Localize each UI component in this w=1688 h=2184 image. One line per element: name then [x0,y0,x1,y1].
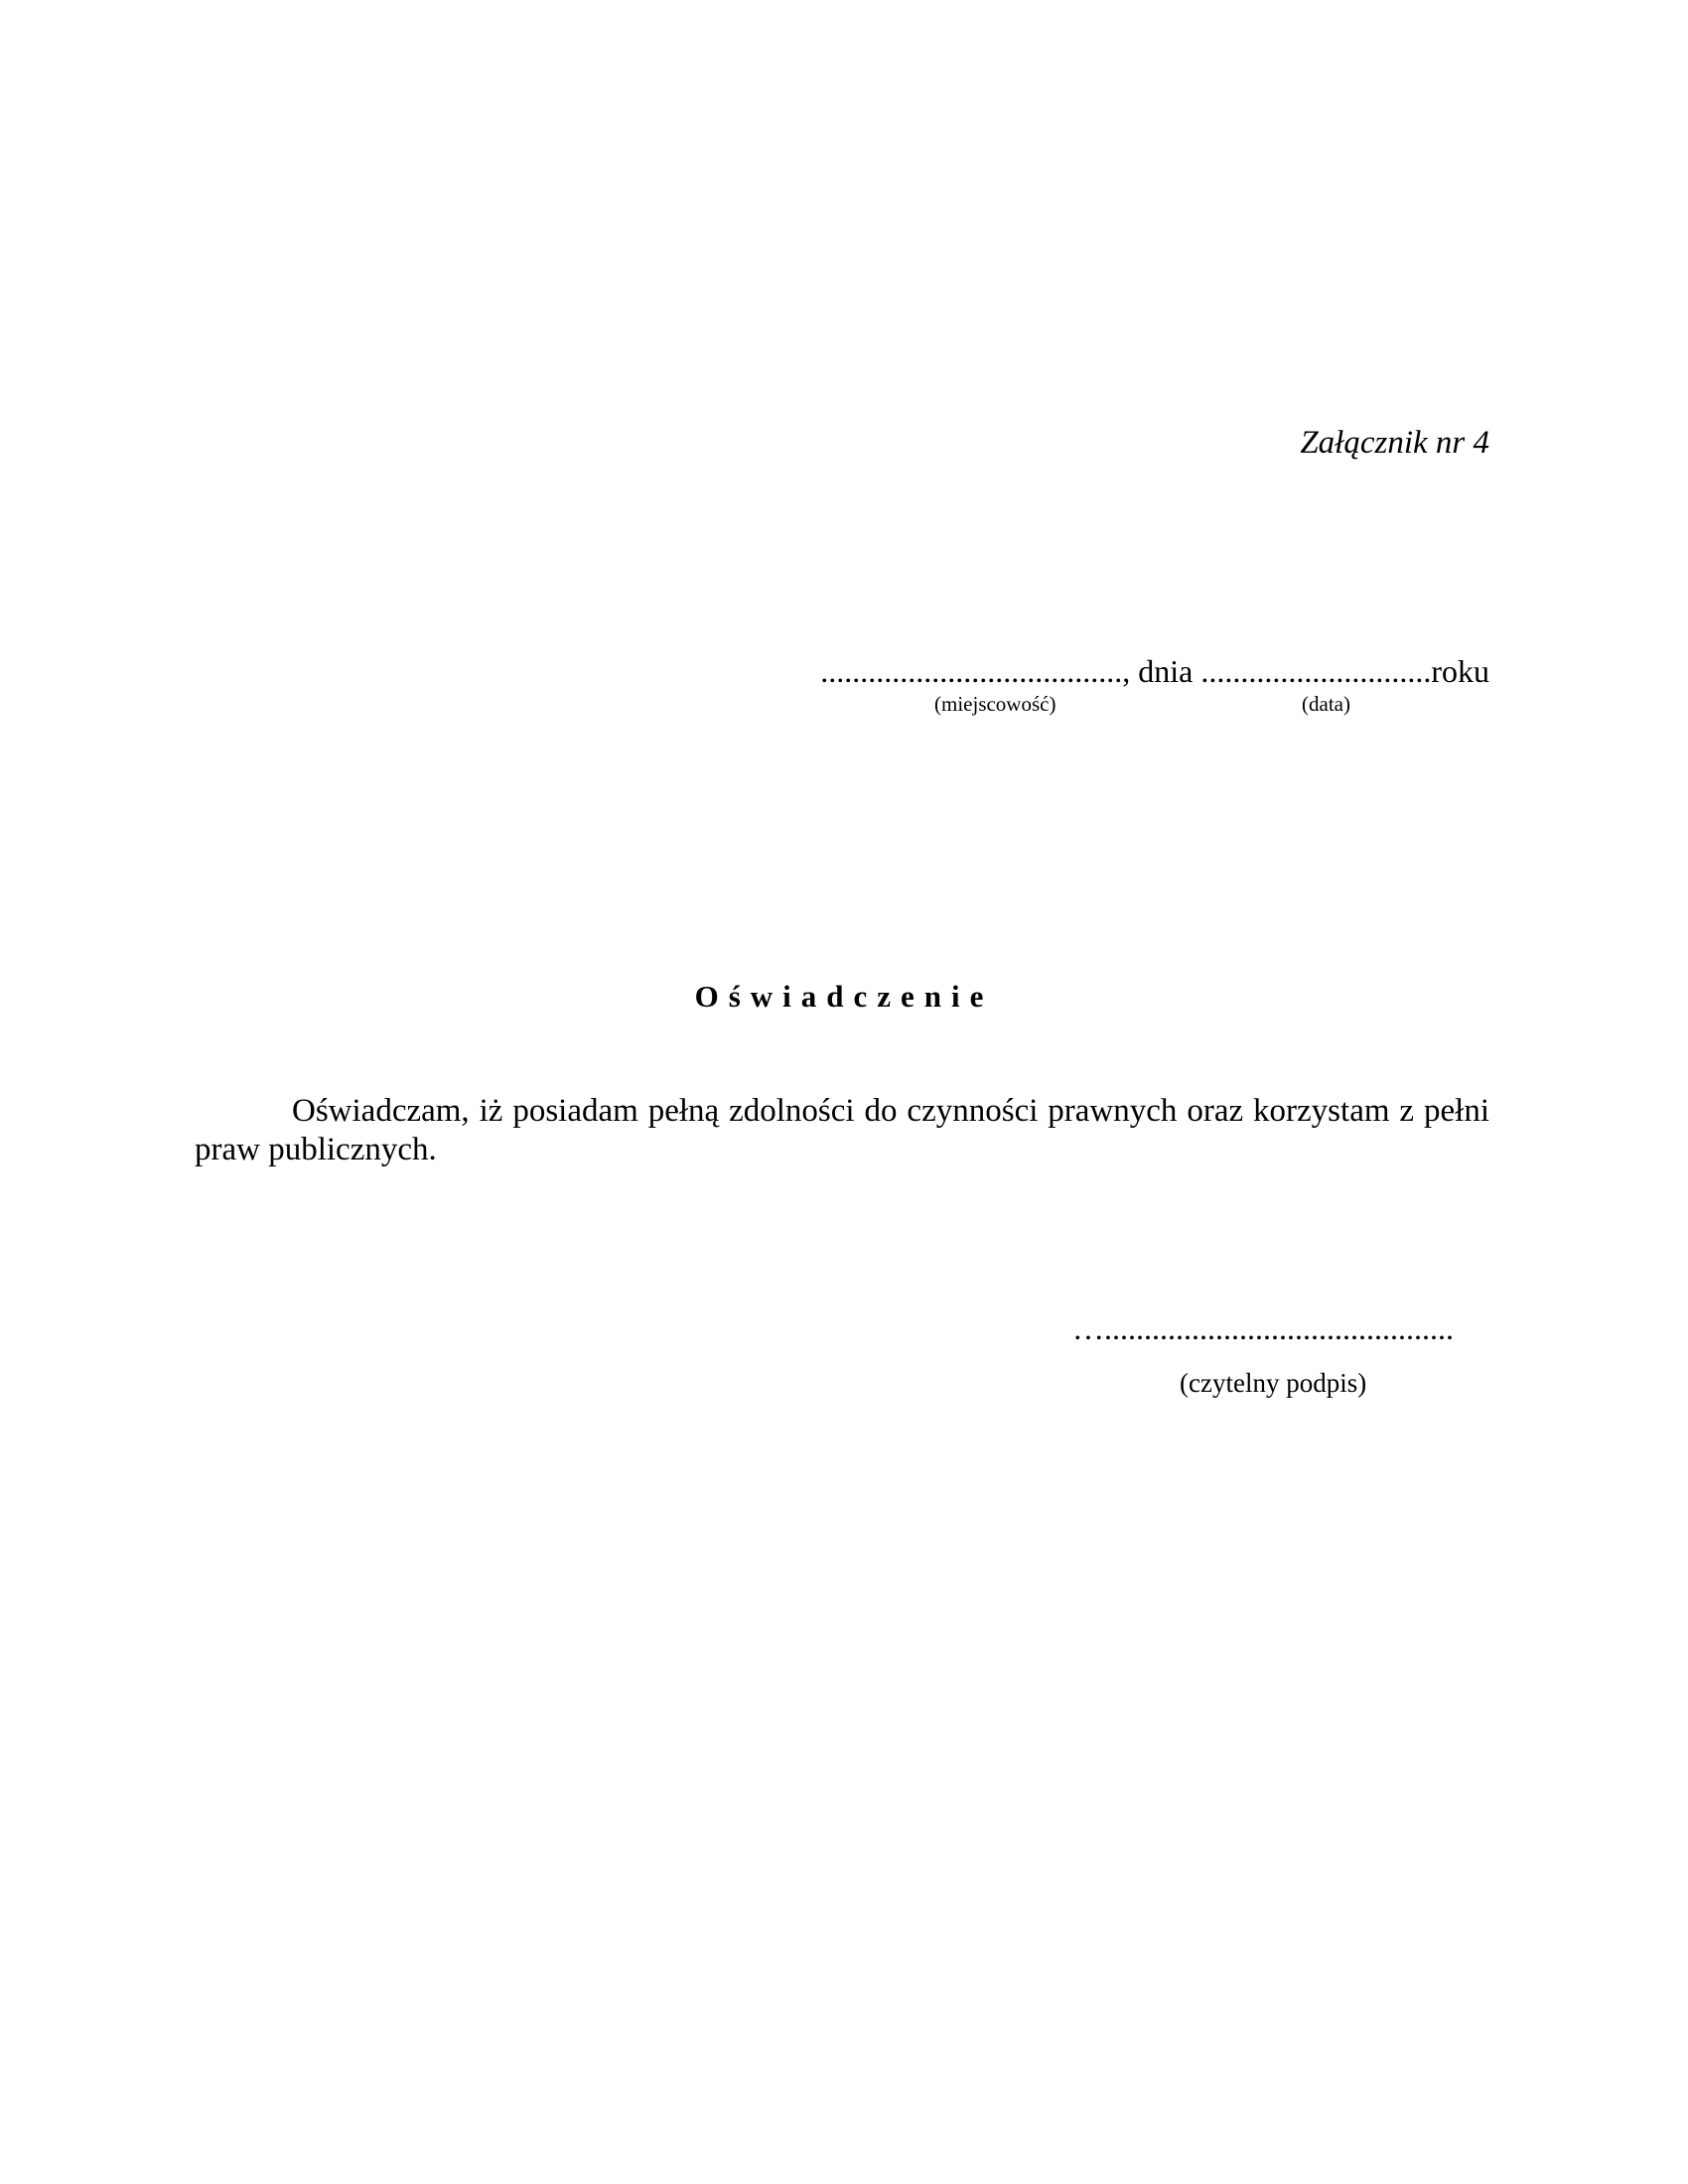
annex-label: Załącznik nr 4 [1300,425,1489,461]
signature-caption: (czytelny podpis) [1180,1368,1367,1398]
date-caption: (data) [1302,692,1350,716]
statement-text: Oświadczam, iż posiadam pełną zdolności do czynności prawnych oraz korzystam z pełni praw publicznych. [195,1093,1489,1167]
place-caption: (miejscowość) [934,692,1056,716]
place-date-line: ......................................, dnia .............................roku [820,653,1489,689]
signature-line: …............................................ [1072,1310,1454,1346]
document-title: Oświadczenie [694,979,994,1014]
